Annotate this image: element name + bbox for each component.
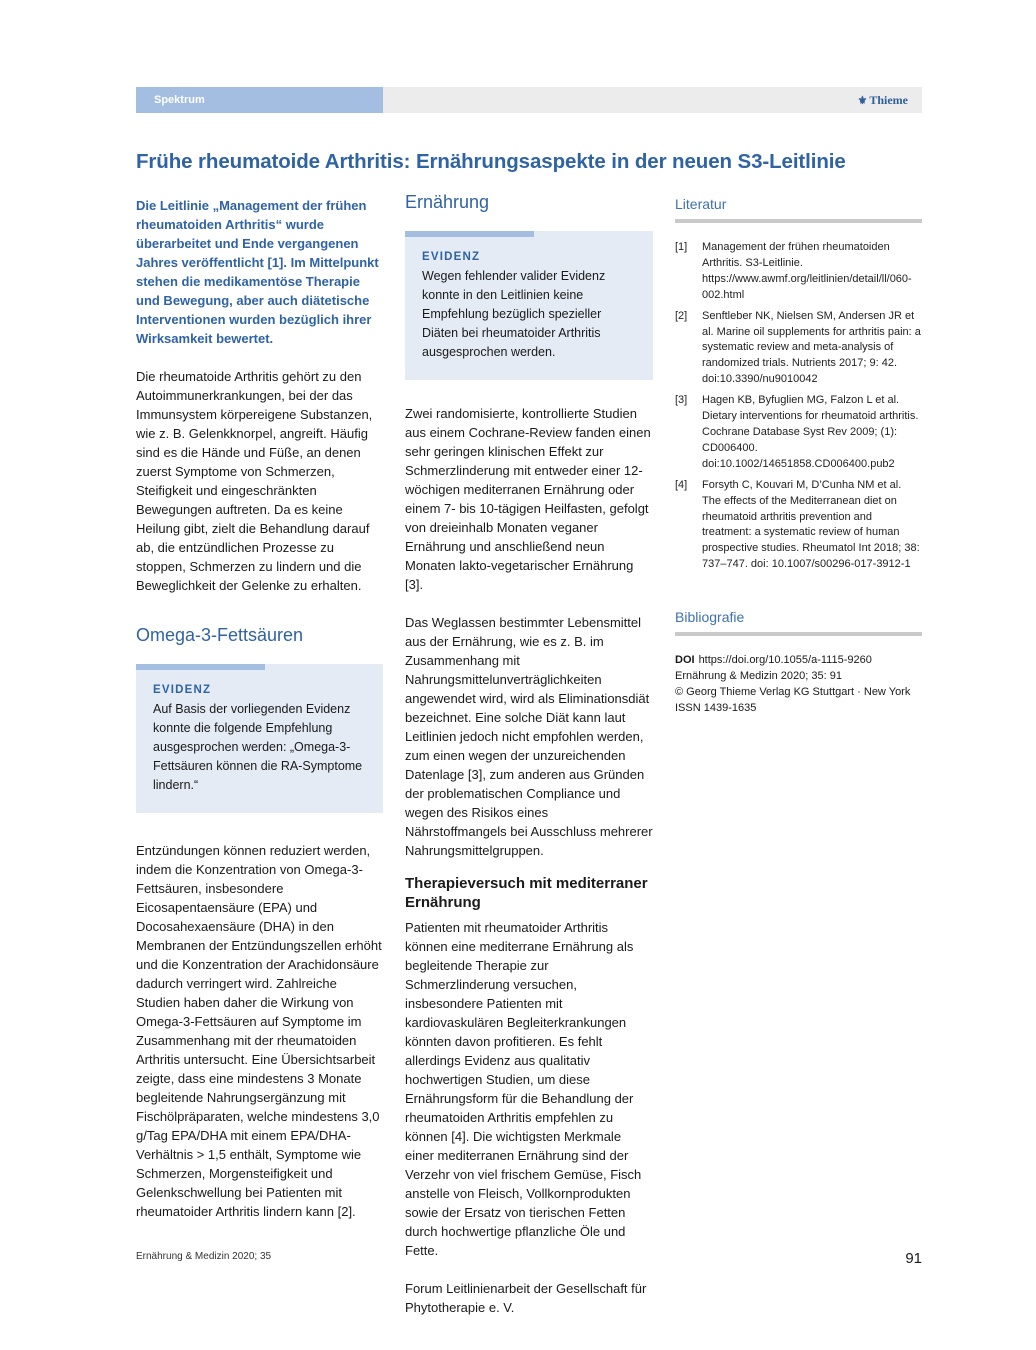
page-number: 91 — [905, 1250, 922, 1267]
article-lead: Die Leitlinie „Management der frühen rheumatoiden Arthritis“ wurde überarbeitet und Ende vergangenen Jahres veröffentlicht [1]. Im Mittelpunkt stehen die medikamentöse Therapie und Bewegung, aber auch diätetische Interventionen wurden bezüglich ihrer Wirksamkeit bewertet. — [136, 198, 379, 346]
literature-heading: Literatur — [675, 196, 727, 212]
bibliography-heading: Bibliografie — [675, 609, 745, 626]
doi-line — [675, 653, 922, 669]
reference-item — [675, 393, 922, 473]
journal-citation: Ernährung & Medizin 2020; 35: 91 — [675, 670, 842, 683]
evidence-box-ernaehrung — [405, 231, 653, 380]
evidence-label: EVIDENZ — [422, 251, 481, 263]
section-heading-ernaehrung: Ernährung — [405, 192, 490, 212]
evidence-text: Auf Basis der vorliegenden Evidenz konnte die folgende Empfehlung ausgesprochen werden: „Omega-3-Fettsäuren können die RA-Symptome lindern.“ — [153, 702, 363, 792]
issn-line: ISSN 1439-1635 — [675, 701, 757, 714]
evidence-box-omega3 — [136, 664, 383, 813]
reference-number: [1] — [675, 241, 688, 253]
bibliography-rule — [675, 632, 922, 636]
column-left — [136, 196, 383, 1221]
elimination-paragraph: Das Weglassen bestimmter Lebensmittel aus der Ernährung, wie es z. B. im Zusammenhang mit Nahrungsmittelunverträglichkeiten angewendet wird, wird als Eliminationsdiät bezeichnet. Eine solche Diät kann laut Leitlinien jedoch nicht empfohlen werden, zum einen wegen der unzureichenden Datenlage [3], zum anderen aus Gründen der problematischen Compliance und wegen des Risikos eines Nährstoffmangels bei Ausschluss mehrerer Nahrungsmittelgruppen. — [405, 615, 653, 858]
literature-rule — [675, 219, 922, 223]
literature-section — [675, 196, 922, 573]
reference-item — [675, 478, 922, 573]
doi-label: DOI — [675, 654, 695, 667]
omega3-paragraph: Entzündungen können reduziert werden, indem die Konzentration von Omega-3-Fettsäuren, insbesondere Eicosapentaensäure (EPA) und Docosahexaensäure (DHA) in den Membranen der Entzündungszellen erhöht und die Konzentration der Arachidonsäure dadurch verringert wird. Zahlreiche Studien haben daher die Wirkung von Omega-3-Fettsäuren auf Symptome im Zusammenhang mit der rheumatoiden Arthritis untersucht. Eine Übersichtsarbeit zeigte, dass eine mindestens 3 Monate begleitende Nahrungsergänzung mit Fischölpräparaten, welche mindestens 3,0 g/Tag EPA/DHA mit einem EPA/DHA-Verhältnis > 1,5 enthält, Symptome wie Schmerzen, Morgensteifigkeit und Gelenkschwellung bei Patienten mit rheumatoider Arthritis lindern kann [2]. — [136, 843, 382, 1219]
reference-text: Forsyth C, Kouvari M, D’Cunha NM et al. The effects of the Mediterranean diet on rheumatoid arthritis prevention and treatment: a systematic review of human prospective studies. Rheumatol Int 2018; 38: 737–747. doi: 10.1007/s00296-017-3912-1 — [702, 478, 920, 571]
reference-number: [2] — [675, 309, 688, 322]
copyright-line: © Georg Thieme Verlag KG Stuttgart · New York — [675, 685, 911, 698]
reference-number: [4] — [675, 478, 688, 491]
publisher-logo — [857, 87, 908, 113]
reference-item — [675, 240, 922, 304]
thieme-logo-icon: ⚜ — [857, 95, 868, 107]
publisher-name: Thieme — [869, 93, 908, 107]
reference-item — [675, 309, 922, 389]
section-heading-omega3: Omega-3-Fettsäuren — [136, 625, 304, 645]
evidence-label: EVIDENZ — [153, 684, 212, 696]
column-middle — [405, 192, 653, 1317]
mediterran-paragraph: Patienten mit rheumatoider Arthritis können eine mediterrane Ernährung als begleitende Therapie zur Schmerzlinderung versuchen, insbesondere Patienten mit kardiovaskulären Begleiterkrankungen könnten davon profitieren. Es fehlt allerdings Evidenz aus qualitativ hochwertigen Studien, um diese Ernährungsform für die Behandlung der rheumatoiden Arthritis empfehlen zu können [4]. Die wichtigsten Merkmale einer mediterranen Ernährung sind der Verzehr von viel frischem Gemüse, Fisch anstelle von Fleisch, Vollkornprodukten sowie der Ersatz von tierischen Fetten durch hochwertige pflanzliche Öle und Fette. — [405, 920, 642, 1258]
ernaehrung-body — [405, 404, 653, 860]
section-label: Spektrum — [136, 87, 383, 113]
article-title: Frühe rheumatoide Arthritis: Ernährungsaspekte in der neuen S3-Leitlinie — [136, 150, 846, 173]
doi-link[interactable]: https://doi.org/10.1055/a-1115-9260 — [698, 654, 872, 667]
subheading-mediterran: Therapieversuch mit mediterraner Ernährung — [405, 875, 648, 911]
reference-text: Senftleber NK, Nielsen SM, Andersen JR et al. Marine oil supplements for arthritis pain: a systematic review and meta-analysis of randomized trials. Nutrients 2017; 9: 42. doi:10.3390/nu9010042 — [702, 309, 921, 386]
reference-number: [3] — [675, 394, 688, 407]
evidence-text: Wegen fehlender valider Evidenz konnte in den Leitlinien keine Empfehlung bezüglich spezieller Diäten bei rheumatoider Arthritis ausgesprochen werden. — [422, 269, 606, 359]
column-right — [675, 196, 922, 717]
footer-journal: Ernährung & Medizin 2020; 35 — [136, 1251, 272, 1262]
reference-text: Management der frühen rheumatoiden Arthritis. S3-Leitlinie. https://www.awmf.org/leitlinien/detail/ll/060-002.html — [702, 241, 912, 301]
mediterran-body — [405, 918, 653, 1317]
author-signature: Forum Leitlinienarbeit der Gesellschaft für Phytotherapie e. V. — [405, 1281, 647, 1315]
cochrane-paragraph: Zwei randomisierte, kontrollierte Studien aus einem Cochrane-Review fanden einen sehr geringen klinischen Effekt zur Schmerzlinderung mit entweder einer 12-wöchigen mediterranen Ernährung oder einem 7- bis 10-tägigen Heilfasten, gefolgt von dreieinhalb Monaten veganer Ernährung und anschließend neun Monaten lakto-vegetarischer Ernährung [3]. — [405, 406, 651, 592]
intro-paragraph: Die rheumatoide Arthritis gehört zu den Autoimmunerkrankungen, bei der das Immunsystem körpereigene Substanzen, wie z. B. Gelenkknorpel, angreift. Häufig sind es die Hände und Füße, an denen zuerst Symptome von Schmerzen, Steifigkeit und eingeschränkten Bewegungen auftreten. Da es keine Heilung gibt, zielt die Behandlung darauf ab, die entzündlichen Prozesse zu stoppen, Schmerzen zu lindern und die Beweglichkeit der Gelenke zu erhalten. — [136, 369, 373, 593]
running-header — [136, 87, 922, 113]
bibliography-section — [675, 609, 922, 717]
reference-text: Hagen KB, Byfuglien MG, Falzon L et al. Dietary interventions for rheumatoid arthritis. Cochrane Database Syst Rev 2009; (1): CD006400. doi:10.1002/14651858.CD006400.pub2 — [702, 394, 919, 470]
